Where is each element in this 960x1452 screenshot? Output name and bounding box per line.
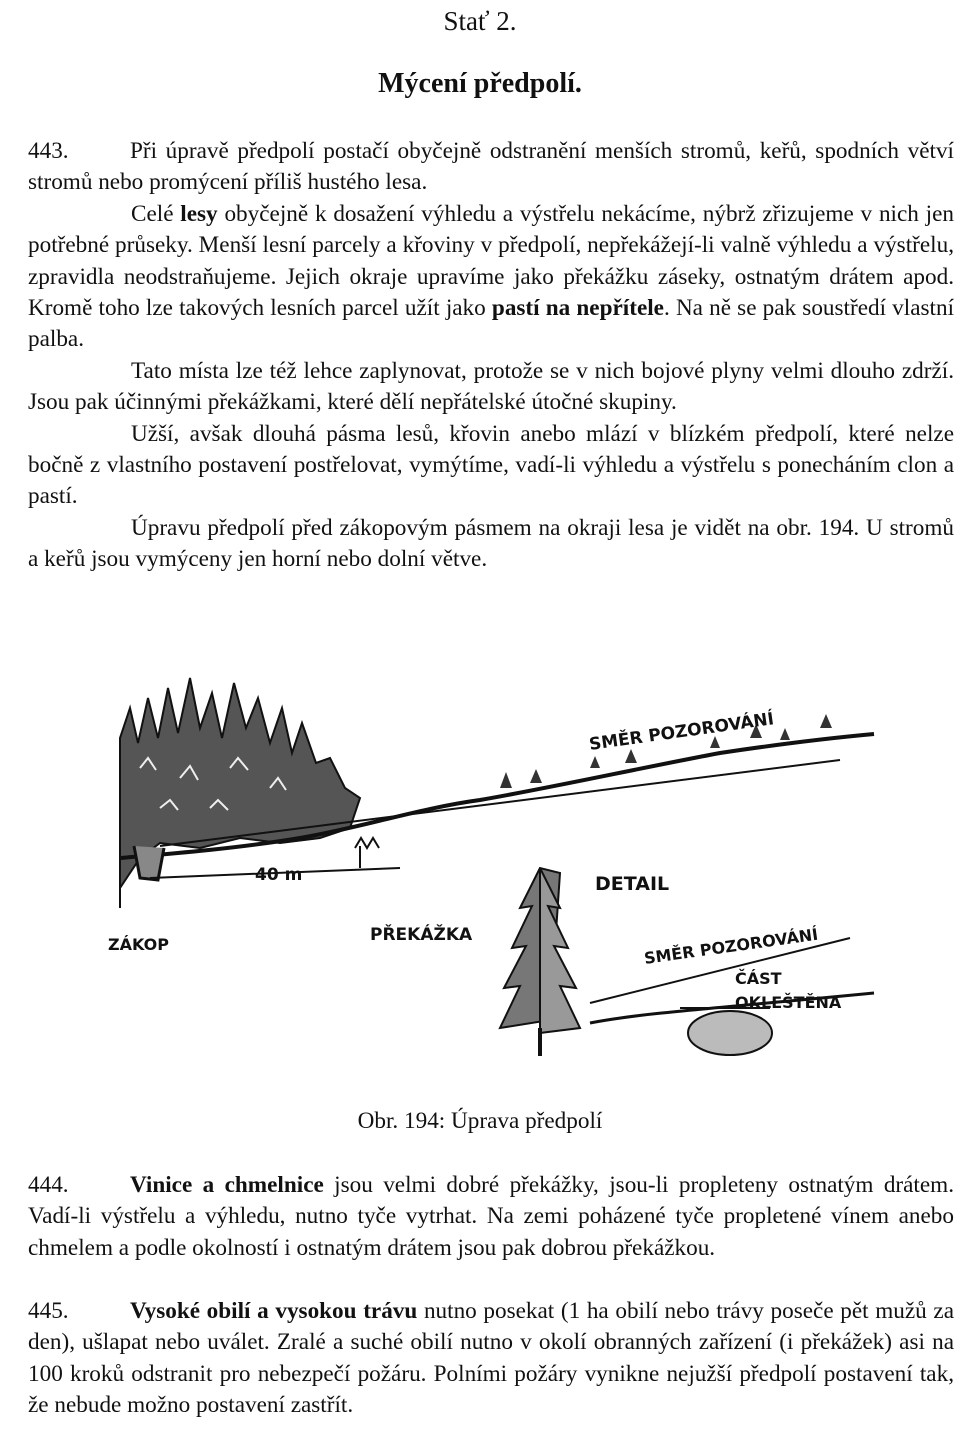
label-trench: ZÁKOP bbox=[108, 935, 169, 954]
label-trimmed: OKLEŠTĚNA bbox=[735, 993, 842, 1012]
bold-term: pastí na nepřítele bbox=[491, 295, 664, 322]
paragraph-number: 445. bbox=[28, 1298, 69, 1324]
paragraph-445 bbox=[28, 1296, 954, 1422]
label-part: ČÁST bbox=[735, 969, 782, 988]
paragraph-sentence: Při úpravě předpolí postačí obyčejně odstranění menších stromů, keřů, spodních větví stromů nebo promýcení příliš hustého lesa. bbox=[28, 138, 954, 196]
text-run: . Na ně se pak soustředí vlastní palba. bbox=[28, 295, 955, 353]
dimension-tick bbox=[300, 858, 340, 878]
label-obstacle: PŘEKÁŽKA bbox=[370, 925, 473, 945]
label-detail: DETAIL bbox=[595, 873, 670, 895]
text-run: Celé bbox=[131, 200, 181, 227]
spruce-tree-right-icon bbox=[540, 868, 580, 1033]
forefield-illustration bbox=[108, 668, 874, 1076]
label-direction-bottom: SMĚR POZOROVÁNÍ bbox=[642, 924, 820, 968]
bold-term: lesy bbox=[180, 200, 218, 227]
label-direction-top: SMĚR POZOROVÁNÍ bbox=[587, 709, 776, 755]
paragraph-part: Užší, avšak dlouhá pásma lesů, křovin anebo mlází v blízkém předpolí, které nelze bočně z vlastního postavení postřelovat, vymýtíme, vadí-li výhledu a výstřelu s ponecháním clon a pastí. bbox=[28, 420, 954, 510]
label-distance: 40 m bbox=[255, 865, 303, 885]
trench-icon bbox=[134, 846, 164, 880]
paragraph-number: 444. bbox=[28, 1172, 69, 1198]
paragraph-part: Úpravu předpolí před zákopovým pásmem na okraji lesa je vidět na obr. 194. U stromů a keřů jsou vymýceny jen horní nebo dolní větve. bbox=[28, 514, 954, 573]
trimmed-tree-icon bbox=[688, 1011, 772, 1055]
paragraph-443 bbox=[28, 136, 954, 576]
paragraph-444 bbox=[28, 1170, 954, 1264]
paragraph-part: Tato místa lze též lehce zaplynovat, protože se v nich bojové plyny velmi dlouho zdrží. Jsou pak účinnými překážkami, které dělí nepřátelské útočné skupiny. bbox=[28, 357, 954, 416]
paragraph-part bbox=[28, 199, 954, 356]
text-run: obyčejně k dosažení výhledu a výstřelu nekácíme, nýbrž zřizujeme v nich jen potřebné průseky. Menší lesní parcely a křoviny v předpolí, nepřekážejí-li valně výhledu a výstřelu, zpravidla neodstraňujeme. Jejich okraje upravíme jako překážku záseky, ostnatým drátem apod. Kromě toho lze takových lesních parcel užít jako bbox=[28, 200, 954, 322]
page-title: Mýcení předpolí. bbox=[378, 68, 582, 99]
paragraph-text: nutno posekat (1 ha obilí nebo trávy poseče pět mužů za den), ušlapat nebo uválet. Zralé a suché obilí nutno v okolí obranných zařízení (i překážek) asi na 100 kroků odstranit pro nebezpečí požáru. Polními požáry vynikne nejužší předpolí postavení tak, že nebude možno postavení zastřít. bbox=[28, 1298, 954, 1419]
paragraph-text: jsou velmi dobré překážky, jsou-li propleteny ostnatým drátem. Vadí-li výstřelu a výhledu, nutno tyče vytrhat. Na zemi poházené tyče propletené vínem anebo chmelem a podle okolností i ostnatým drátem jsou pak dobrou překážkou. bbox=[28, 1172, 954, 1261]
figure-caption: Obr. 194: Úprava předpolí bbox=[357, 1108, 603, 1134]
bold-term: Vysoké obilí a vysokou trávu bbox=[130, 1298, 418, 1324]
bold-term: Vinice a chmelnice bbox=[130, 1172, 324, 1198]
obstacle-icon bbox=[355, 838, 379, 868]
section-heading: Stať 2. bbox=[443, 6, 517, 36]
paragraph-number: 443. bbox=[28, 138, 69, 164]
